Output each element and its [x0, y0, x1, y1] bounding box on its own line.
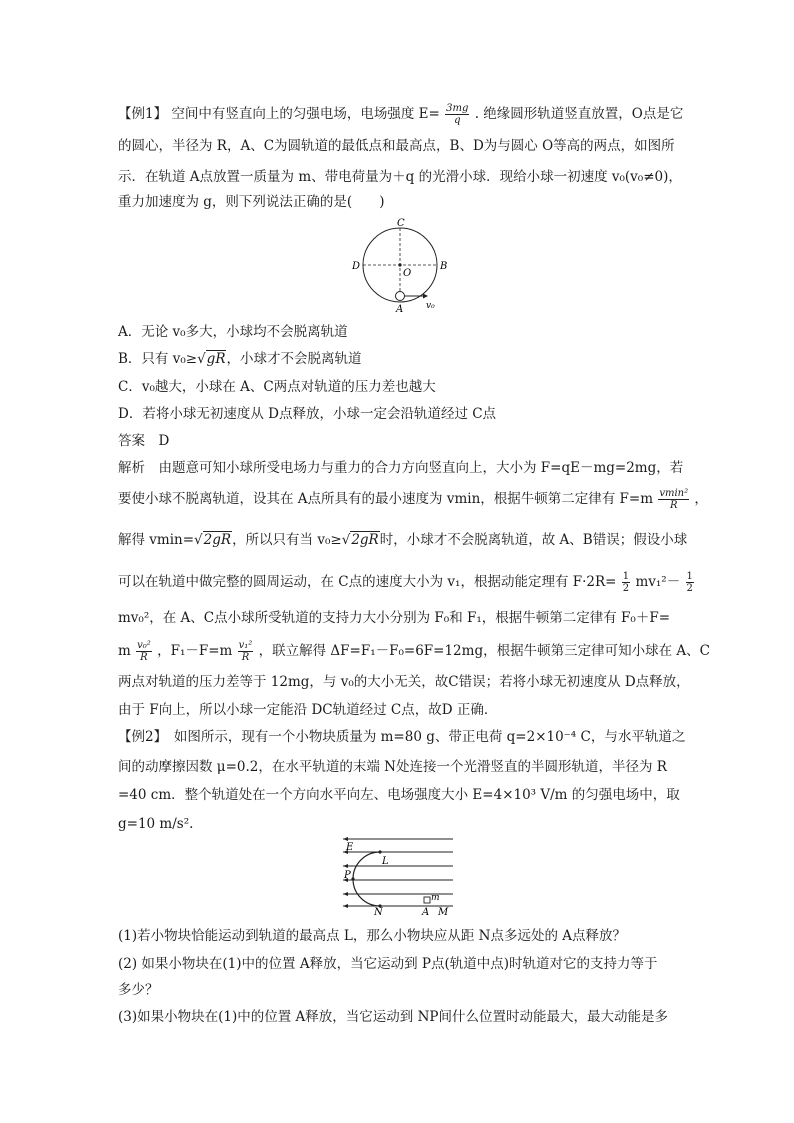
semicircle-track-figure [338, 834, 458, 916]
example1-line-1 [118, 103, 683, 126]
analysis-line-8: 由于 F向上，所以小球一定能沿 DC轨道经过 C点，故D 正确． [118, 702, 498, 718]
label-v0: v₀ [426, 301, 435, 311]
label-a: A [396, 304, 404, 315]
label-b: B [440, 261, 448, 272]
analysis-line-6-text-c: ，联立解得 ΔF=F₁－F₀=6F=12mg，根据牛顿第三定律可知小球在 A、C [258, 643, 710, 659]
example1-tag: 【例1】 [118, 106, 168, 122]
fraction-numerator: 3mg [446, 103, 469, 114]
label-e: E [346, 842, 354, 853]
question-1: (1)若小物块恰能运动到轨道的最高点 L，那么小物块应从距 N点多远处的 A点释放？ [118, 928, 627, 944]
analysis-line-6-text-b: ，F₁－F=m [157, 643, 233, 659]
radicand-2: 2gR [351, 532, 379, 548]
label-c: C [397, 218, 405, 229]
analysis-line-3: 解得 vmin=√2gR，所以只有当 v₀≥√2gR时，小球才不会脱离轨道，故 A、B错误；假设小球 [118, 532, 688, 548]
example2-line-4: g=10 m/s². [118, 816, 194, 832]
example2-line-1: 【例2】 如图所示，现有一个小物块质量为 m=80 g、带正电荷 q=2×10⁻⁴ C，与水平轨道之 [118, 729, 686, 745]
analysis-line-3-text-a: 解得 vmin= [118, 532, 195, 548]
fraction-numerator: 1 [686, 571, 693, 582]
answer: 答案 D [118, 433, 170, 449]
example1-line-1-text-b: . 绝缘圆形轨道竖直放置，O点是它 [474, 106, 684, 122]
fraction-numerator: v₀² [137, 640, 151, 651]
label-l: L [382, 856, 389, 867]
option-b-post: ，小球才不会脱离轨道 [226, 351, 362, 367]
analysis-line-2-text-b: ， [694, 491, 708, 507]
label-m-point: M [438, 907, 449, 916]
example2-line-2: 间的动摩擦因数 μ=0.2，在水平轨道的末端 N处连接一个光滑竖直的半圆形轨道，半径为 R [118, 759, 667, 775]
fraction-denominator: 2 [686, 583, 693, 594]
label-p: P [344, 870, 351, 881]
half-fraction-1 [622, 571, 630, 594]
example1-line-3: 示．在轨道 A点放置一质量为 m、带电荷量为＋q 的光滑小球．现给小球一初速度 v₀(v₀≠0)， [118, 169, 682, 185]
analysis-line-6-text-a: m [118, 643, 131, 659]
example2-line-3: =40 cm．整个轨道处在一个方向水平向左、电场强度大小 E=4×10³ V/m 的匀强电场中，取 [118, 787, 680, 803]
radicand-1: 2gR [203, 532, 232, 548]
option-c: C．v₀越大，小球在 A、C两点对轨道的压力差也越大 [118, 379, 436, 395]
option-d: D．若将小球无初速度从 D点释放，小球一定会沿轨道经过 C点 [118, 406, 497, 422]
option-b: B．只有 v₀≥√gR，小球才不会脱离轨道 [118, 351, 362, 367]
question-3: (3)如果小物块在(1)中的位置 A释放，当它运动到 NP间什么位置时动能最大，最大动能是多 [118, 1009, 668, 1025]
analysis-line-2 [118, 488, 708, 511]
fraction-denominator: 2 [622, 583, 630, 594]
analysis-line-4 [118, 571, 695, 594]
label-m-mass: m [431, 893, 440, 903]
fraction-numerator: 1 [622, 571, 630, 582]
example1-line-1-text-a: 空间中有竖直向上的匀强电场，电场强度 E= [171, 106, 440, 122]
fraction-numerator: vmin² [659, 488, 689, 499]
label-o: O [403, 268, 412, 279]
vmin-fraction [658, 488, 689, 511]
analysis-line-1: 解析 由题意可知小球所受电场力与重力的合力方向竖直向上，大小为 F=qE－mg=2mg，若 [118, 460, 684, 476]
fraction-denominator: R [140, 652, 148, 663]
circular-track-figure [348, 216, 458, 316]
analysis-line-4-text-a: 可以在轨道中做完整的圆周运动，在 C点的速度大小为 v₁，根据动能定理有 F·2R= [118, 574, 617, 590]
example1-line-2: 的圆心，半径为 R，A、C为圆轨道的最低点和最高点，B、D为与圆心 O等高的两点，如图所 [118, 138, 675, 154]
v0-fraction [136, 640, 152, 663]
fraction-denominator: R [669, 500, 678, 511]
label-d: D [352, 261, 361, 272]
field-strength-fraction [445, 103, 469, 126]
analysis-line-4-text-b: mv₁²－ [635, 574, 681, 590]
fraction-denominator: R [241, 652, 250, 663]
option-a: A．无论 v₀多大，小球均不会脱离轨道 [118, 324, 348, 340]
half-fraction-2 [686, 571, 694, 594]
analysis-line-5: mv₀²，在 A、C点小球所受轨道的支持力大小分别为 F₀和 F₁，根据牛顿第二定律有 F₀＋F= [118, 610, 671, 626]
question-2-line-1: (2) 如果小物块在(1)中的位置 A释放，当它运动到 P点(轨道中点)时轨道对它的支持力等于 [118, 956, 658, 972]
example1-line-4: 重力加速度为 g，则下列说法正确的是( ) [118, 194, 385, 210]
analysis-line-2-text-a: 要使小球不脱离轨道，设其在 A点所具有的最小速度为 vmin，根据牛顿第二定律有 F=m [118, 491, 654, 507]
analysis-line-6 [118, 640, 710, 663]
question-2-line-2: 多少？ [118, 982, 159, 998]
fraction-numerator: v₁² [238, 640, 253, 651]
v1-fraction [238, 640, 254, 663]
analysis-line-7: 两点对轨道的压力差等于 12mg，与 v₀的大小无关，故C错误；若将小球无初速度从 D点释放， [118, 674, 690, 690]
analysis-line-3-text-c: 时，小球才不会脱离轨道，故 A、B错误；假设小球 [379, 532, 688, 548]
fraction-denominator: q [454, 115, 461, 126]
label-a: A [422, 907, 430, 916]
option-b-pre: B．只有 v₀≥ [118, 351, 198, 367]
option-b-radicand: gR [206, 351, 226, 367]
label-n: N [374, 907, 383, 916]
analysis-line-3-text-b: ，所以只有当 v₀≥ [232, 532, 342, 548]
